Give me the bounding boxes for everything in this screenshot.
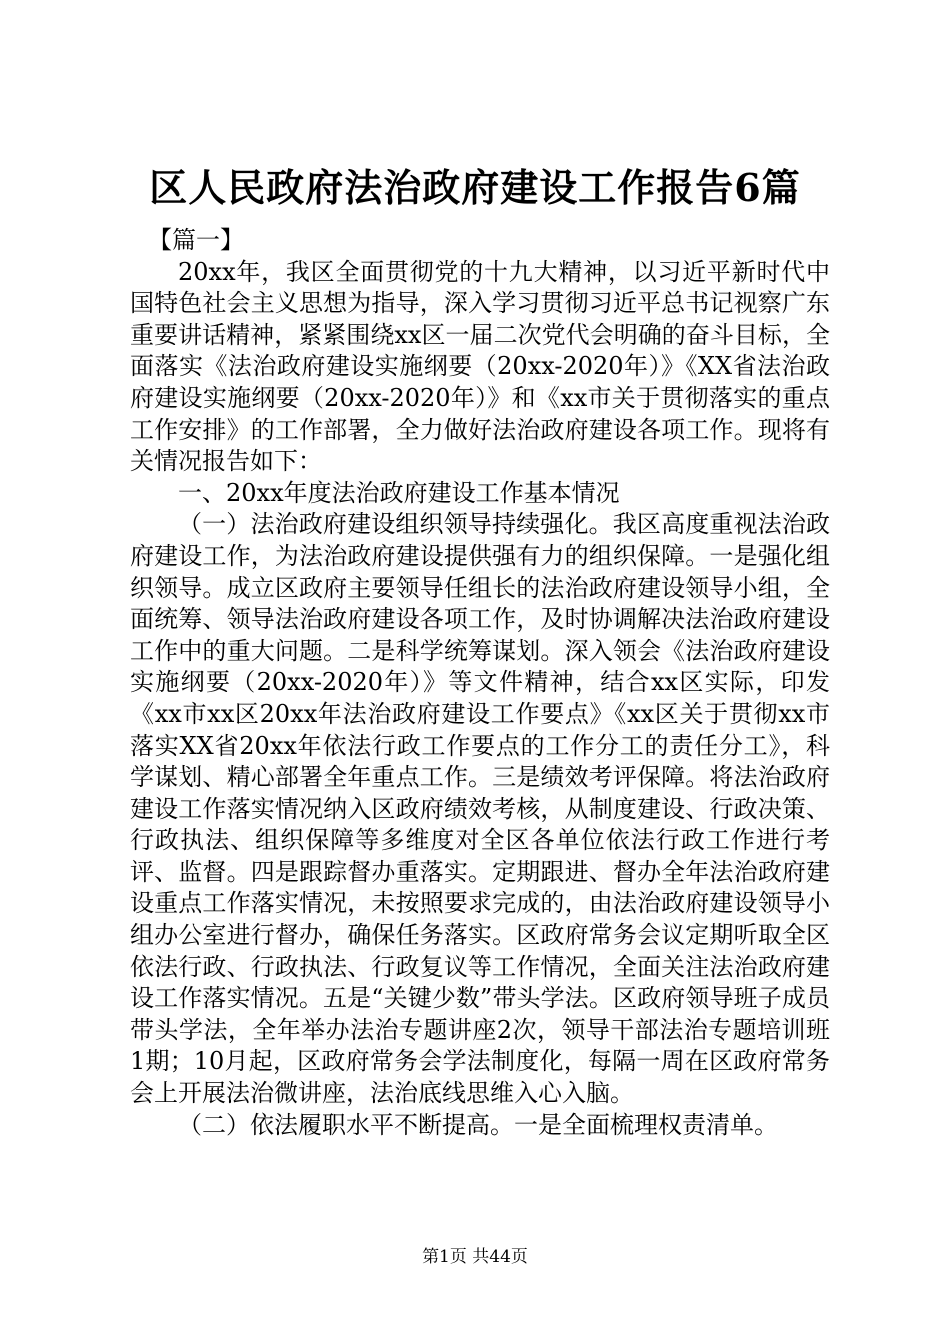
page-footer: 第1页 共44页 — [422, 1247, 528, 1267]
paragraph-intro: 20xx年，我区全面贯彻党的十九大精神，以习近平新时代中国特色社会主义思想为指导，深入学习贯彻习近平总书记视察广东重要讲话精神，紧紧围绕xx区一届二次党代会明确的奋斗目标，全面落实《法治政府建设实施纲要（20xx-2020年）》《XX省法治政府建设实施纲要（20xx-2020年）》和《xx市关于贯彻落实的重点工作安排》的工作部署，全力做好法治政府建设各项工作。现将有关情况报告如下： — [130, 257, 830, 476]
section-heading: 一、20xx年度法治政府建设工作基本情况 — [178, 478, 620, 507]
paragraph-organization: （一）法治政府建设组织领导持续强化。我区高度重视法治政府建设工作，为法治政府建设提供强有力的组织保障。一是强化组织领导。成立区政府主要领导任组长的法治政府建设领导小组，全面统筹、领导法治政府建设各项工作，及时协调解决法治政府建设工作中的重大问题。二是科学统筹谋划。深入领会《法治政府建设实施纲要（20xx-2020年）》等文件精神，结合xx区实际，印发《xx市xx区20xx年法治政府建设工作要点》《xx区关于贯彻xx市落实XX省20xx年依法行政工作要点的工作分工的责任分工》，科学谋划、精心部署全年重点工作。三是绩效考评保障。将法治政府建设工作落实情况纳入区政府绩效考核，从制度建设、行政决策、行政执法、组织保障等多维度对全区各单位依法行政工作进行考评、监督。四是跟踪督办重落实。定期跟进、督办全年法治政府建设重点工作落实情况，未按照要求完成的，由法治政府建设领导小组办公室进行督办，确保任务落实。区政府常务会议定期听取全区依法行政、行政执法、行政复议等工作情况，全面关注法治政府建设工作落实情况。五是“关键少数”带头学法。区政府领导班子成员带头学法，全年举办法治专题讲座2次，领导干部法治专题培训班1期；10月起，区政府常务会学法制度化，每隔一周在区政府常务会上开展法治微讲座，法治底线思维入心入脑。 — [130, 510, 830, 1108]
document-body — [130, 225, 830, 1141]
section-label: 【篇一】 — [148, 226, 244, 254]
page-title: 区人民政府法治政府建设工作报告6篇 — [149, 165, 801, 210]
paragraph-duties: （二）依法履职水平不断提高。一是全面梳理权责清单。 — [178, 1110, 778, 1139]
